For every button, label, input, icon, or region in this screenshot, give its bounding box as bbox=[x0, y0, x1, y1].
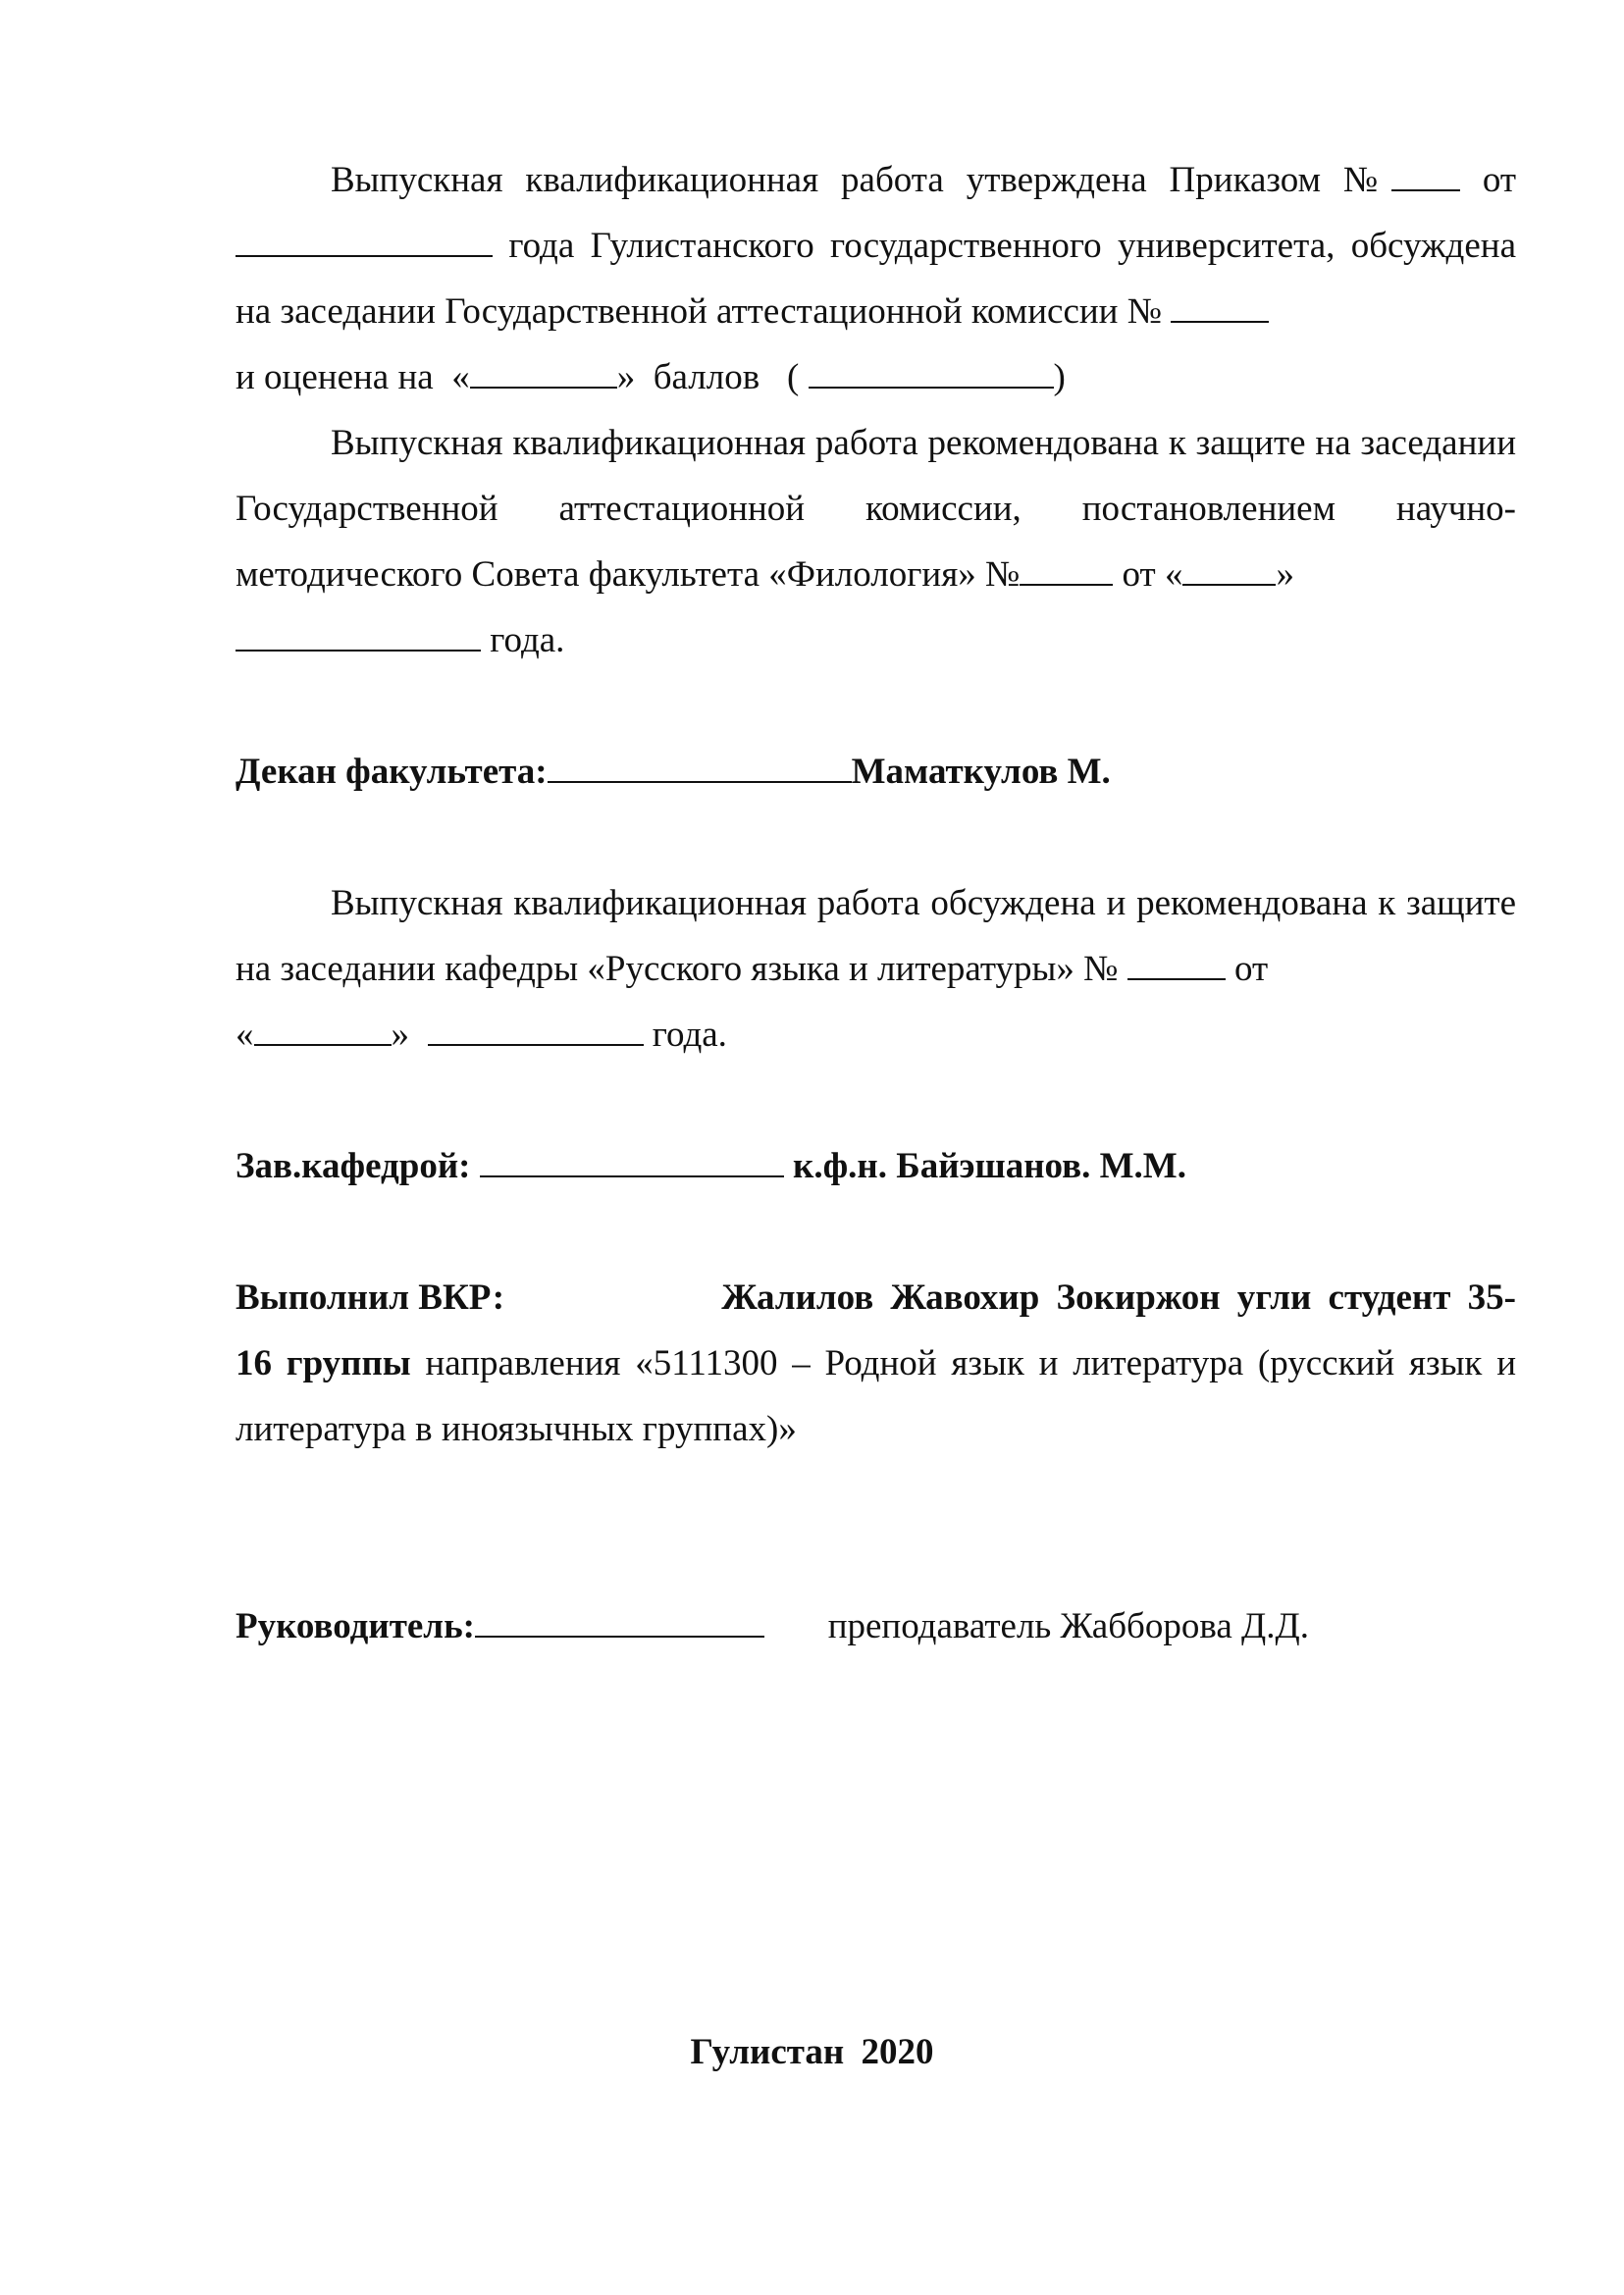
supervisor-name: преподаватель Жабборова Д.Д. bbox=[827, 1606, 1309, 1646]
recommendation-line1: Выпускная квалификационная работа рекомендована к защите на bbox=[331, 423, 1351, 463]
author-name: Жалилов Жавохир Зокиржон угли студент 35- bbox=[721, 1278, 1516, 1318]
protocol-month-blank bbox=[236, 620, 481, 652]
department-from-word: от bbox=[1233, 949, 1269, 989]
approval-year-word: года bbox=[508, 226, 575, 266]
recommendation-quote-close: » bbox=[1276, 554, 1294, 595]
approval-paragraph bbox=[236, 147, 1516, 344]
department-month-blank bbox=[428, 1015, 644, 1046]
supervisor-signature-blank bbox=[475, 1606, 764, 1638]
department-date-line bbox=[236, 1002, 1516, 1068]
author-label: Выполнил ВКР: bbox=[236, 1278, 505, 1318]
author-direction: направления «5111300 – Родной язык и литература (русский язык bbox=[425, 1343, 1483, 1383]
place-year: Гулистан 2020 bbox=[690, 2032, 934, 2072]
recommendation-from-word: от « bbox=[1122, 554, 1183, 595]
approval-score-text: и оценена на bbox=[236, 357, 434, 397]
supervisor-signature-line bbox=[236, 1593, 1516, 1659]
department-day-blank bbox=[254, 1015, 392, 1046]
head-label: Зав.кафедрой: bbox=[236, 1146, 471, 1186]
department-paragraph bbox=[236, 870, 1516, 1002]
score-blank bbox=[470, 357, 617, 389]
department-quote-close: » bbox=[391, 1015, 409, 1055]
recommendation-line2: заседании Государственной аттестационной комиссии, постановлением bbox=[236, 423, 1516, 529]
order-number-blank bbox=[1391, 160, 1460, 191]
dean-name: Маматкулов М. bbox=[851, 752, 1111, 792]
head-name: к.ф.н. Байэшанов. М.М. bbox=[793, 1146, 1186, 1186]
department-number-blank bbox=[1127, 949, 1226, 980]
head-signature-line bbox=[236, 1133, 1516, 1199]
paren-open: ( bbox=[786, 357, 800, 397]
supervisor-label: Руководитель: bbox=[236, 1606, 475, 1646]
department-quote-open: « bbox=[236, 1015, 254, 1055]
paren-close: ) bbox=[1053, 357, 1066, 397]
protocol-day-blank bbox=[1182, 554, 1276, 586]
order-date-blank bbox=[236, 226, 493, 257]
dean-signature-line bbox=[236, 739, 1516, 805]
recommendation-paragraph bbox=[236, 410, 1516, 607]
protocol-number-blank bbox=[1020, 554, 1113, 586]
dean-signature-blank bbox=[548, 752, 852, 783]
approval-commission-text: обсуждена на заседании Государственной аттестационной комиссии № bbox=[236, 226, 1517, 332]
document-body bbox=[236, 147, 1516, 1659]
department-year-word: года. bbox=[652, 1015, 727, 1055]
head-signature-blank bbox=[480, 1146, 784, 1177]
recommendation-line3: научно-методического Совета факультета «Филология» № bbox=[236, 489, 1516, 595]
score-unit-text: баллов bbox=[653, 357, 760, 397]
commission-number-blank bbox=[1171, 291, 1269, 323]
approval-from-word: от bbox=[1482, 160, 1516, 200]
quote-close: » bbox=[616, 357, 636, 397]
recommendation-year-word: года. bbox=[490, 620, 565, 660]
approval-line1-text: Выпускная квалификационная работа утверждена Приказом № bbox=[331, 160, 1391, 200]
department-line1: Выпускная квалификационная работа обсуждена и рекомендована к bbox=[331, 883, 1396, 923]
quote-open: « bbox=[451, 357, 470, 397]
author-paragraph bbox=[236, 1265, 1516, 1462]
author-group: 16 группы bbox=[236, 1343, 411, 1383]
dean-label: Декан факультета: bbox=[236, 752, 548, 792]
approval-university-text: Гулистанского государственного университета, bbox=[590, 226, 1336, 266]
approval-score-line bbox=[236, 344, 1516, 410]
author-direction-end: и литература в иноязычных группах)» bbox=[236, 1343, 1517, 1449]
recommendation-year-line bbox=[236, 607, 1516, 673]
author-line1 bbox=[236, 1265, 1516, 1330]
department-line2: защите на заседании кафедры «Русского языка и литературы» № bbox=[236, 883, 1516, 989]
score-words-blank bbox=[809, 357, 1054, 389]
